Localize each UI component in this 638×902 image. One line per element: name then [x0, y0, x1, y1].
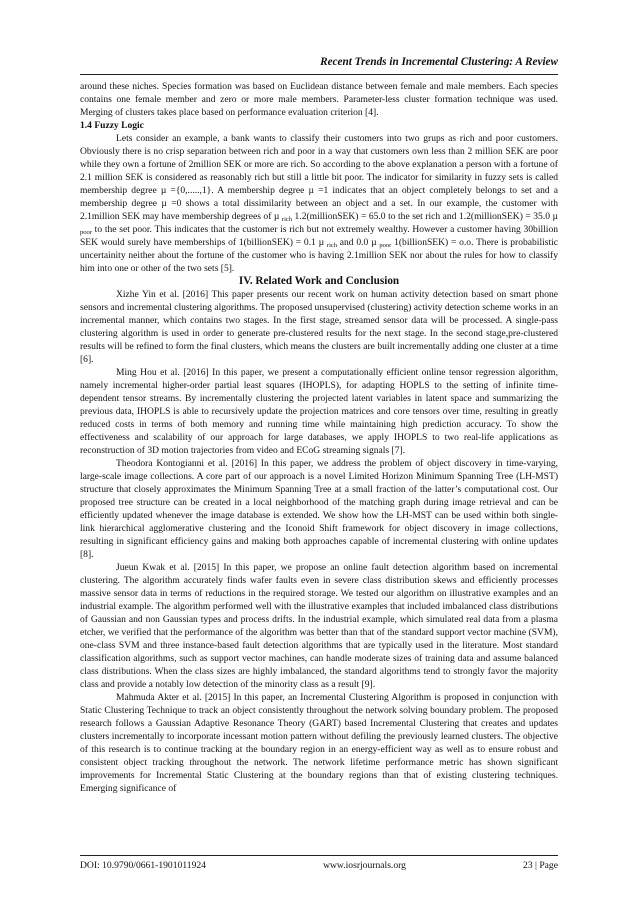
- footer-doi: DOI: 10.9790/0661-1901011924: [80, 860, 206, 871]
- fuzzy-paragraph: [80, 132, 558, 275]
- related-work-paragraph: Xizhe Yin et al. [2016] This paper presents our recent work on human activity detection based on smart phone sensors and incremental clustering algorithms. The proposed unsupervised (clustering) activity detection scheme works in an incremental manner, which contains two stages. In the first stage, streamed sensor data will be processed. A single-pass clustering algorithm is used in order to generate pre-clustered results for the next stage. In the second stage,pre-clustered results will be refined to form the final clusters, which means the clusters are built incrementally adding one cluster at a time [6].: [80, 289, 558, 365]
- footer-rule: [80, 855, 558, 856]
- subscript-rich-2: rich: [326, 242, 338, 249]
- running-header: Recent Trends in Incremental Clustering: A Review: [320, 56, 558, 68]
- subscript-poor: poor: [80, 229, 92, 236]
- footer: [80, 860, 558, 871]
- related-work-paragraph: Mahmuda Akter et al. [2015] In this paper, an Incremental Clustering Algorithm is proposed in conjunction with Static Clustering Technique to track an object consistently throughout the network solving boundary problem. The proposed research follows a Gaussian Adaptive Resonance Theory (GART) based Incremental Clustering that creates and updates clusters incrementally to incorporate incessant motion pattern without defiling the previously learned clusters. The objective of this research is to continue tracking at the boundary region in an energy-efficient way as well as to ensure robust and consistent object tracking throughout the network. The network lifetime performance metric has shown significant improvements for Incremental Static Clustering at the boundary regions than that of existing clustering techniques. Emerging significance of: [80, 692, 558, 794]
- related-work-paragraph: Theodora Kontogianni et al. [2016] In this paper, we address the problem of object discovery in time-varying, large-scale image collections. A core part of our approach is a novel Limited Horizon Minimum Spanning Tree (LH-MST) structure that closely approximates the Minimum Spanning Tree at a small fraction of the latter’s computational cost. Our proposed tree structure can be created in a local neighborhood of the matching graph during image retrieval and can be efficiently updated whenever the image database is extended. We show how the LH-MST can be used within both single-link hierarchical agglomerative clustering and the Iconoid Shift framework for object discovery in image collections, resulting in significant efficiency gains and making both approaches capable of incremental clustering with online updates [8].: [80, 458, 558, 560]
- body-text: [80, 80, 558, 795]
- fuzzy-text-1: Lets consider an example, a bank wants to classify their customers into two grups as rich and poor customers. Obviously there is no crisp separation between rich and poor in a way that customers own less than 2 million SEK are poor while they own a fortune of 2million SEK or more are rich. So according to the above explanation a person with a fortune of 2.1 million SEK is considered as reasonably rich but still a little bit poor. The indicator for similarity in fuzzy sets is called membership degree µ ={0,.....,1}. A membership degree µ =1 indicates that an object completely belongs to set and a membership degree µ =0 shows a total dissimilarity between an object and a set. In our example, the customer with 2.1million SEK may have membership degrees of µ: [80, 133, 558, 222]
- fuzzy-text-2: 1.2(millionSEK) = 65.0 to the set rich and 1.2(millionSEK) = 35.0 µ: [292, 211, 559, 222]
- subsection-title: 1.4 Fuzzy Logic: [80, 120, 144, 131]
- subscript-poor-2: poor: [379, 242, 392, 249]
- related-work-paragraph: Ming Hou et al. [2016] In this paper, we present a computationally efficient online tensor regression algorithm, namely incremental higher-order partial least squares (IHOPLS), for adapting HOPLS to the setting of infinite time-dependent tensor streams. By incrementally clustering the projected latent variables in latent space and summarizing the previous data, IHOPLS is able to recursively update the projection matrices and core tensors over time, resulting in greatly reduced costs in terms of both memory and running time while maintaining high prediction accuracy. To show the effectiveness and scalability of our approach for large databases, we apply IHOPLS to two real-life applications as reconstruction of 3D motion trajectories from video and ECoG streaming signals [7].: [80, 367, 558, 456]
- header-rule: [80, 74, 558, 75]
- footer-page-number: 23 | Page: [523, 860, 558, 871]
- fuzzy-text-4: and 0.0 µ: [337, 237, 380, 248]
- fuzzy-text-3: to the set poor. This indicates that the customer is rich but not extremely wealthy. However a customer having 30billion SEK would surely have memberships of 1(billionSEK) = 0.1 µ: [80, 224, 558, 248]
- related-work-paragraph: Jueun Kwak et al. [2015] In this paper, we propose an online fault detection algorithm based on incremental clustering. The algorithm accurately finds wafer faults even in severe class distribution skews and efficiently processes massive sensor data in terms of reductions in the required storage. We tested our algorithm on illustrative examples and an industrial example. The algorithm performed well with the illustrative examples that included imbalanced class distributions of Gaussian and non Gaussian types and process drifts. In the industrial example, which simulated real data from a plasma etcher, we verified that the performance of the algorithm was better than that of the standard support vector machine (SVM), one-class SVM and three instance-based fault detection algorithms that are typically used in the literature. Most standard classification algorithms, such as support vector machines, can handle moderate sizes of training data and assume balanced class distributions. When the class sizes are highly imbalanced, the standard algorithms tend to strongly favor the majority class and provide a notably low detection of the minority class as a result [9].: [80, 562, 558, 690]
- fuzzy-text-5: 1(billionSEK) = o.o. There is probabilistic uncertainity neither about the fortune of the customer who is having 2.1million SEK nor about the rules for how to classify him into one or other of the two sets [5].: [80, 237, 559, 274]
- section-title: IV. Related Work and Conclusion: [238, 275, 400, 287]
- subscript-rich: rich: [281, 216, 293, 223]
- intro-paragraph: around these niches. Species formation was based on Euclidean distance between female and male members. Each species contains one female member and zero or more male members. Parameter-less cluster formation technique was used. Merging of clusters takes place based on performance evaluation criterion [4].: [80, 81, 558, 118]
- footer-website: www.iosrjournals.org: [323, 860, 406, 871]
